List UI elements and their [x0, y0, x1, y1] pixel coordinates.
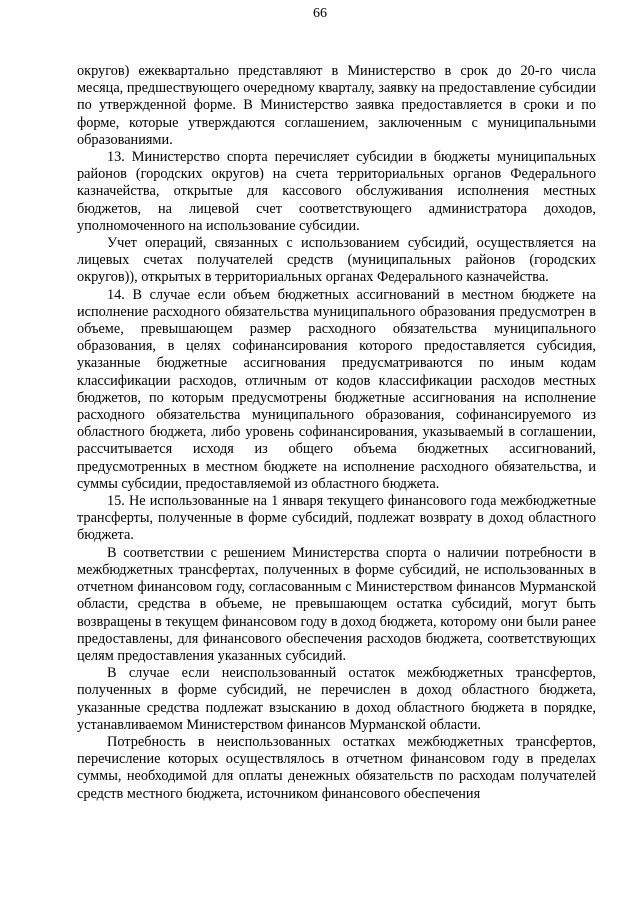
paragraph: 13. Министерство спорта перечисляет субсидии в бюджеты муниципальных районов (городских округов) на счета территориальных органов Федерального казначейства, открытые для кассового обслуживания исполнения местных бюджетов, на лицевой счет соответствующего администратора доходов, уполномоченного на использование субсидии. — [77, 149, 596, 234]
document-body — [77, 63, 596, 803]
paragraph: 15. Не использованные на 1 января текущего финансового года межбюджетные трансферты, полученные в форме субсидий, подлежат возврату в доход областного бюджета. — [77, 493, 596, 544]
paragraph: Учет операций, связанных с использованием субсидий, осуществляется на лицевых счетах получателей средств (муниципальных районов (городских округов)), открытых в территориальных органах Федерального казначейства. — [77, 235, 596, 286]
paragraph: В соответствии с решением Министерства спорта о наличии потребности в межбюджетных трансфертах, полученных в форме субсидий, не использованных в отчетном финансовом году, согласованным с Министерством финансов Мурманской области, средства в объеме, не превышающем остатка субсидий, могут быть возвращены в текущем финансовом году в доход бюджета, которому они были ранее предоставлены, для финансового обеспечения расходов бюджета, соответствующих целям предоставления указанных субсидий. — [77, 544, 596, 664]
paragraph: 14. В случае если объем бюджетных ассигнований в местном бюджете на исполнение расходного обязательства муниципального образования предусмотрен в объеме, превышающем размер расходного обязательства муниципального образования, в целях софинансирования которого предоставляется субсидия, указанные бюджетные ассигнования предусматриваются по иным кодам классификации расходов, отличным от кодов классификации расходов местных бюджетов, по которым предусмотрены бюджетные ассигнования на исполнение расходного обязательства муниципального образования, софинансируемого из областного бюджета, либо уровень софинансирования, указываемый в соглашении, рассчитывается исходя из общего объема бюджетных ассигнований, предусмотренных в местном бюджете на исполнение расходного обязательства, и суммы субсидии, предоставляемой из областного бюджета. — [77, 286, 596, 492]
paragraph: Потребность в неиспользованных остатках межбюджетных трансфертов, перечисление которых осуществлялось в отчетном финансовом году в пределах суммы, необходимой для оплаты денежных обязательств по расходам получателей средств местного бюджета, источником финансового обеспечения — [77, 733, 596, 802]
page-number: 66 — [313, 6, 327, 21]
paragraph: округов) ежеквартально представляют в Министерство в срок до 20-го числа месяца, предшествующего очередному кварталу, заявку на предоставление субсидии по утвержденной форме. В Министерство заявка предоставляется в сроки и по форме, которые утверждаются соглашением, заключенным с муниципальными образованиями. — [77, 63, 596, 148]
paragraph: В случае если неиспользованный остаток межбюджетных трансфертов, полученных в форме субсидий, не перечислен в доход областного бюджета, указанные средства подлежат взысканию в доход областного бюджета в порядке, устанавливаемом Министерством финансов Мурманской области. — [77, 665, 596, 733]
